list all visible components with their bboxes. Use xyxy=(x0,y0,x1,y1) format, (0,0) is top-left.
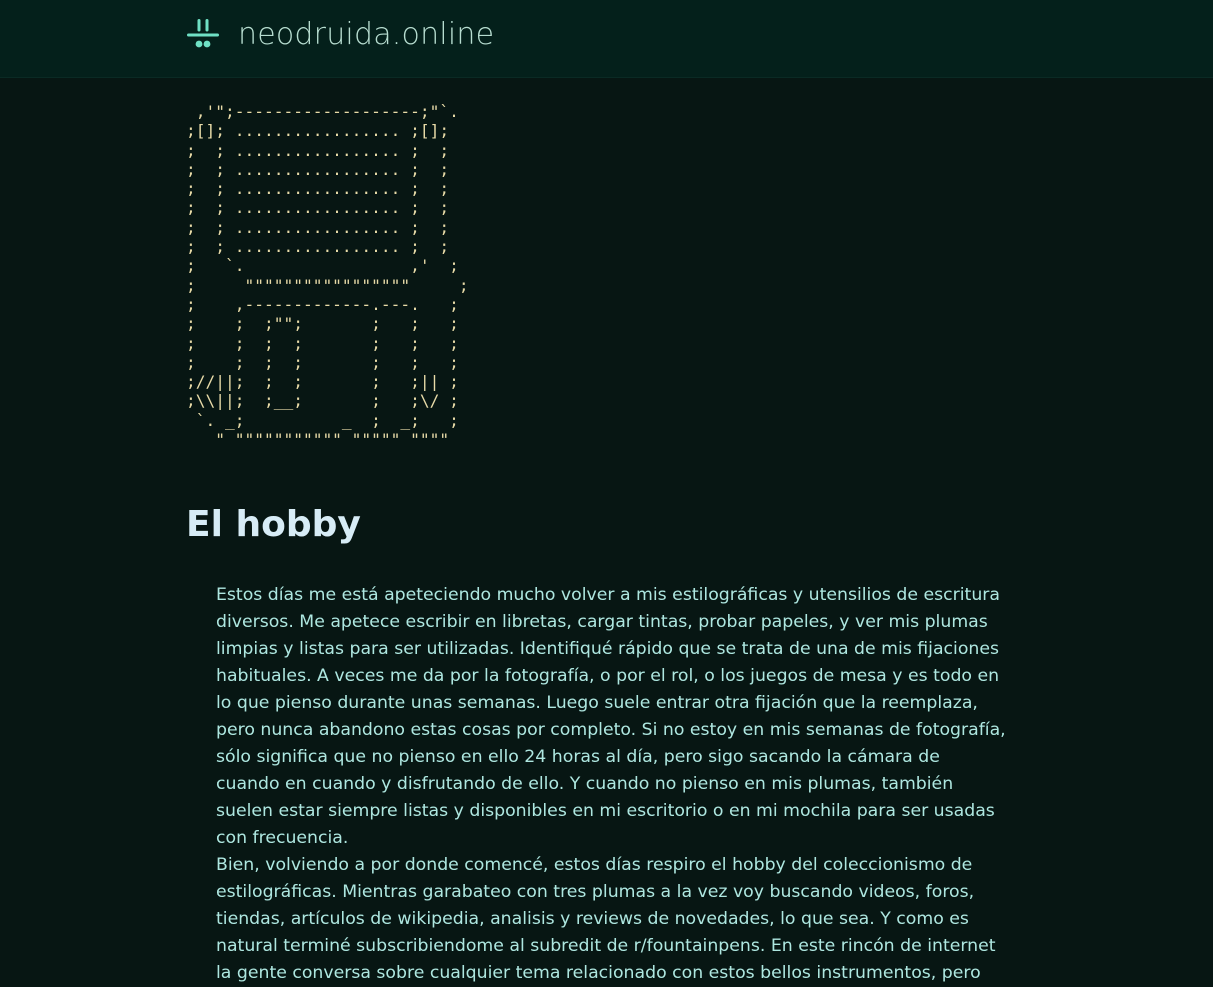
site-name: neodruida.online xyxy=(238,16,495,52)
site-home-link[interactable] xyxy=(186,14,494,54)
post-paragraph: Estos días me está apeteciendo mucho volver a mis estilográficas y utensilios de escritura diversos. Me apetece escribir en libretas, cargar tintas, probar papeles, y ver mis plumas limpias y listas para ser utilizadas. Identifiqué rápido que se trata de una de mis fijaciones habituales. A veces me da por la fotografía, o por el rol, o los juegos de mesa y es todo en lo que pienso durante unas semanas. Luego suele entrar otra fijación que la reemplaza, pero nunca abandono estas cosas por completo. Si no estoy en mis semanas de fotografía, sólo significa que no pienso en ello 24 horas al día, pero sigo sacando la cámara de cuando en cuando y disfrutando de ello. Y cuando no pienso en mis plumas, también suelen estar siempre listas y disponibles en mi escritorio o en mi mochila para ser usadas con frecuencia. xyxy=(216,585,1006,848)
hashtag-dots-icon xyxy=(186,17,220,51)
post-title: El hobby xyxy=(186,504,361,545)
post-body xyxy=(216,582,1006,987)
ascii-art-fountain-pen-box: ,'";-------------------;"`. ;[]; ................. ;[]; ; ; ................. ; ; ; ; ................. ; ; ; ; ................. ; ; ; ; ................. ; ; ; ; ................. ; ; ; ; ................. ; ; ; `. ,' ; ; """"""""""""""""" ; ; ,-------------.---. ; ; ; ;""; ; ; ; ; ; ; ; ; ; ; ; ; ; ; ; ; ; ;//||; ; ; ; ;|| ; ;\\||; ;__; ; ;\/ ; `. _; _ ; _; ; " """"""""""" """"" """" xyxy=(186,102,469,450)
post-paragraph: Bien, volviendo a por donde comencé, estos días respiro el hobby del coleccionismo de estilográficas. Mientras garabateo con tres plumas a la vez voy buscando videos, foros, tiendas, artículos de wikipedia, analisis y reviews de novedades, lo que sea. Y como es natural terminé subscribiendome al subredit de r/fountainpens. En este rincón de internet la gente conversa sobre cualquier tema relacionado con estos bellos instrumentos, pero xyxy=(216,855,996,983)
site-header xyxy=(0,0,1213,78)
